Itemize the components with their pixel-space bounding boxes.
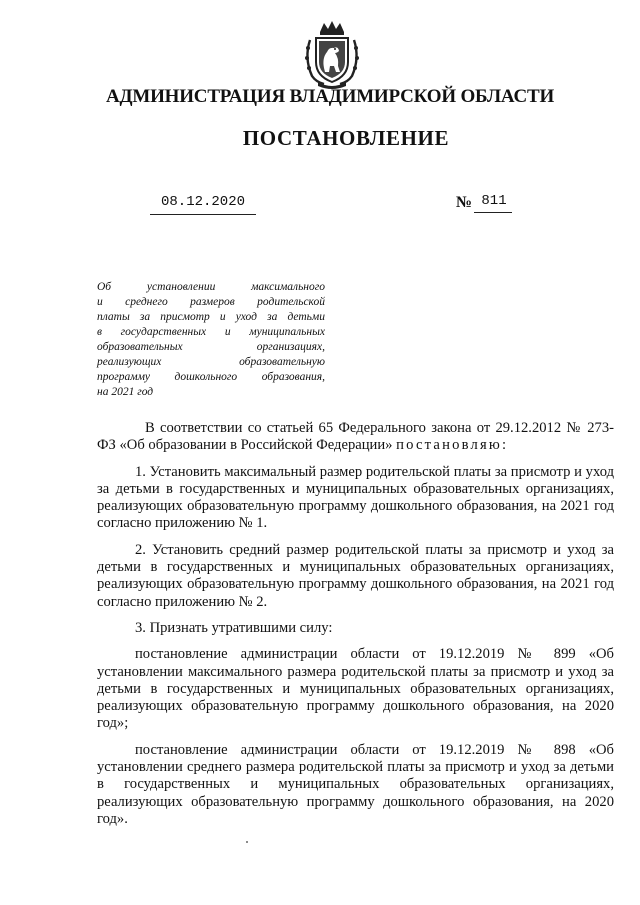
subject-line: и среднего размеров родительской xyxy=(97,296,325,308)
subject-line: образовательных организациях, xyxy=(97,341,325,353)
document-number: 811 xyxy=(481,193,507,209)
organization-name: АДМИНИСТРАЦИЯ ВЛАДИМИРСКОЙ ОБЛАСТИ xyxy=(105,86,555,107)
subject-line: программу дошкольного образования, xyxy=(97,371,325,383)
document-body xyxy=(97,420,614,837)
subject-line: платы за присмотр и уход за детьми xyxy=(97,311,325,323)
date-underline xyxy=(150,214,256,215)
preamble-text: В соответствии со статьей 65 Федерального закона от 29.12.2012 № 273-ФЗ «Об образовании в Российской Федерации» xyxy=(97,420,614,454)
preamble-paragraph xyxy=(97,420,614,455)
number-underline xyxy=(474,212,512,213)
clause-2: 2. Установить средний размер родительской платы за присмотр и уход за детьми в государственных и муниципальных образовательных организациях, реализующих образовательную программу дошкольного образования, на 2021 год согласно приложению № 2. xyxy=(97,541,614,610)
clause-3: 3. Признать утратившими силу: xyxy=(135,619,333,636)
coat-of-arms-icon xyxy=(302,18,362,90)
subject-line: в государственных и муниципальных xyxy=(97,326,325,338)
decree-keyword: постановляю: xyxy=(396,437,509,454)
repealed-item-2: постановление администрации области от 19.12.2019 № 898 «Об установлении среднего размера родительской платы за присмотр и уход за детьми в государственных и муниципальных образовательных организациях, реализующих образовательную программу дошкольного образования, на 2020 год». xyxy=(97,741,614,827)
repealed-item-1: постановление администрации области от 19.12.2019 № 899 «Об установлении максимального размера родительской платы за присмотр и уход за детьми в государственных и муниципальных образовательных организациях, реализующих образовательную программу дошкольного образования, на 2020 год»; xyxy=(97,646,614,732)
subject-line: Об установлении максимального xyxy=(97,281,325,293)
document-date: 08.12.2020 xyxy=(160,194,245,210)
number-label: № xyxy=(456,194,473,211)
subject-line: на 2021 год xyxy=(97,386,154,398)
document-type-title: ПОСТАНОВЛЕНИЕ xyxy=(242,126,450,150)
document-subject xyxy=(97,280,325,400)
scan-speck xyxy=(246,841,248,843)
subject-line: реализующих образовательную xyxy=(97,356,325,368)
clause-1: 1. Установить максимальный размер родительской платы за присмотр и уход за детьми в государственных и муниципальных образовательных организациях, реализующих образовательную программу дошкольного образования, на 2021 год согласно приложению № 1. xyxy=(97,463,614,532)
